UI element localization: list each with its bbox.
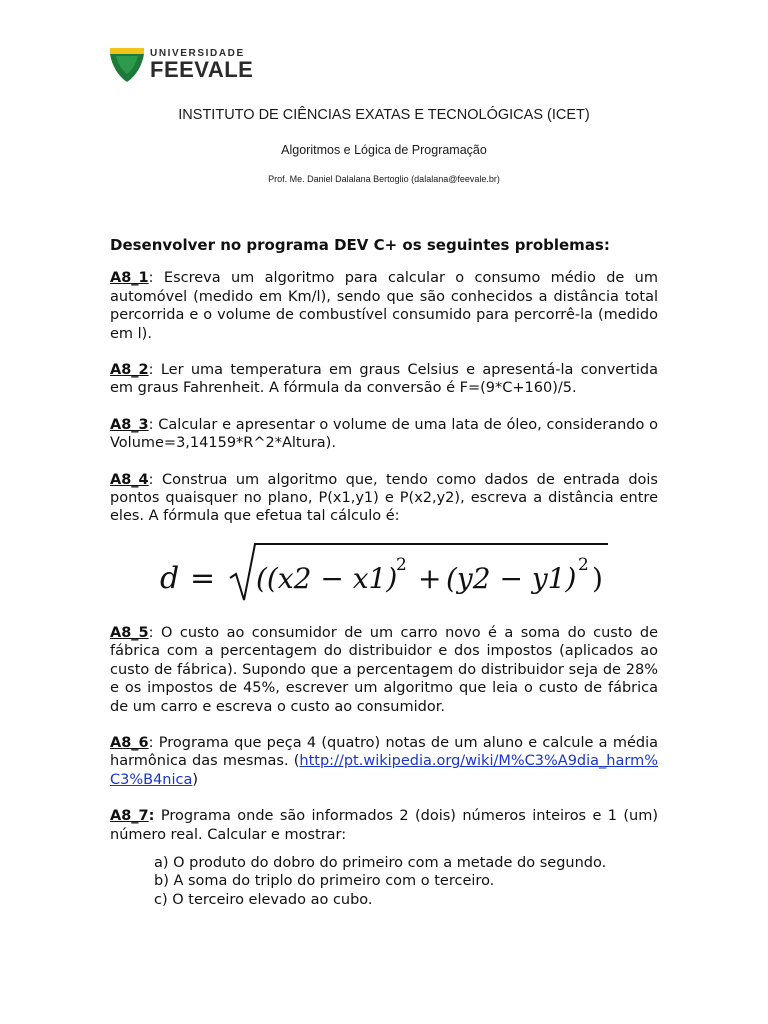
problem-id: A8_6 (110, 734, 149, 751)
problem-text-after: ) (192, 771, 199, 788)
document-body (110, 236, 658, 909)
institute-title: INSTITUTO DE CIÊNCIAS EXATAS E TECNOLÓGICAS (ICET) (178, 107, 590, 123)
problem-a8-2 (110, 361, 658, 398)
problem-text: : Calcular e apresentar o volume de uma lata de óleo, considerando o Volume=3,14159*R^2*Altura). (110, 416, 658, 452)
problem-text: : Ler uma temperatura em graus Celsius e apresentá-la convertida em graus Fahrenheit. A fórmula da conversão é F=(9*C+160)/5. (110, 362, 658, 397)
formula-eq: = (190, 560, 216, 596)
feevale-logo (108, 44, 268, 84)
problem-a8-7 (110, 807, 658, 844)
problem-a8-6 (110, 734, 658, 789)
problem-id: A8_4 (110, 471, 149, 488)
formula-graphic (160, 534, 620, 608)
course-title: Algoritmos e Lógica de Programação (281, 143, 487, 157)
problem-id: A8_5 (110, 624, 149, 641)
formula-plus: + (418, 561, 442, 595)
list-item: c) O terceiro elevado ao cubo. (154, 891, 373, 908)
problem-a8-4 (110, 471, 658, 526)
problem-text: : Programa que peça 4 (quatro) notas de um aluno e calcule a média harmônica das mesmas. ( (110, 734, 658, 770)
problem-a8-3 (110, 416, 658, 453)
formula-lhs: d (160, 560, 180, 596)
formula-exp-2: 2 (578, 554, 589, 575)
problem-id: A8_3 (110, 416, 149, 433)
page-heading: Desenvolver no programa DEV C+ os seguintes problemas: (110, 236, 610, 254)
logo-text (150, 44, 253, 81)
feevale-shield-icon (108, 44, 146, 84)
problem-a8-5 (110, 624, 658, 716)
problem-text: : Construa um algoritmo que, tendo como dados de entrada dois pontos quaisquer no plano, P(x1,y1) e P(x2,y2), escreva a distância entre eles. A fórmula que efetua tal cálculo é: (110, 471, 658, 525)
formula-close: ) (592, 561, 603, 595)
wikipedia-link[interactable]: http://pt.wikipedia.org/wiki/M%C3%A9dia_harm%C3%B4nica (110, 753, 658, 788)
problem-id: A8_1 (110, 270, 149, 287)
list-item: a) O produto do dobro do primeiro com a metade do segundo. (154, 854, 607, 871)
formula-body-1: ((x2 − x1) (256, 561, 398, 595)
problem-text: : Escreva um algoritmo para calcular o consumo médio de um automóvel (medido em Km/l), sendo que são conhecidos a distância total percorrida e o volume de combustível consumido para percorrê-la (medido em l). (110, 270, 658, 342)
problem-a8-1 (110, 269, 658, 343)
formula-exp-1: 2 (396, 554, 407, 575)
problem-id: A8_7 (110, 808, 149, 825)
logo-main-text: FEEVALE (150, 57, 254, 82)
problem-colon: : (148, 808, 155, 825)
problem-a8-7-items (154, 854, 658, 909)
problem-id: A8_2 (110, 362, 149, 379)
formula-body-2: (y2 − y1) (446, 561, 577, 595)
list-item: b) A soma do triplo do primeiro com o terceiro. (154, 873, 495, 890)
problem-text: Programa onde são informados 2 (dois) números inteiros e 1 (um) número real. Calcular e mostrar: (110, 808, 658, 843)
logo-top-text: UNIVERSIDADE (150, 48, 245, 59)
distance-formula (110, 534, 658, 608)
professor-line: Prof. Me. Daniel Dalalana Bertoglio (dalalana@feevale.br) (268, 174, 500, 184)
problem-text: : O custo ao consumidor de um carro novo é a soma do custo de fábrica com a percentagem do distribuidor e dos impostos (aplicados ao custo de fábrica). Supondo que a percentagem do distribuidor seja de 28% e os impostos de 45%, escrever um algoritmo que leia o custo de fábrica de um carro e escreva o custo ao consumidor. (110, 624, 658, 715)
